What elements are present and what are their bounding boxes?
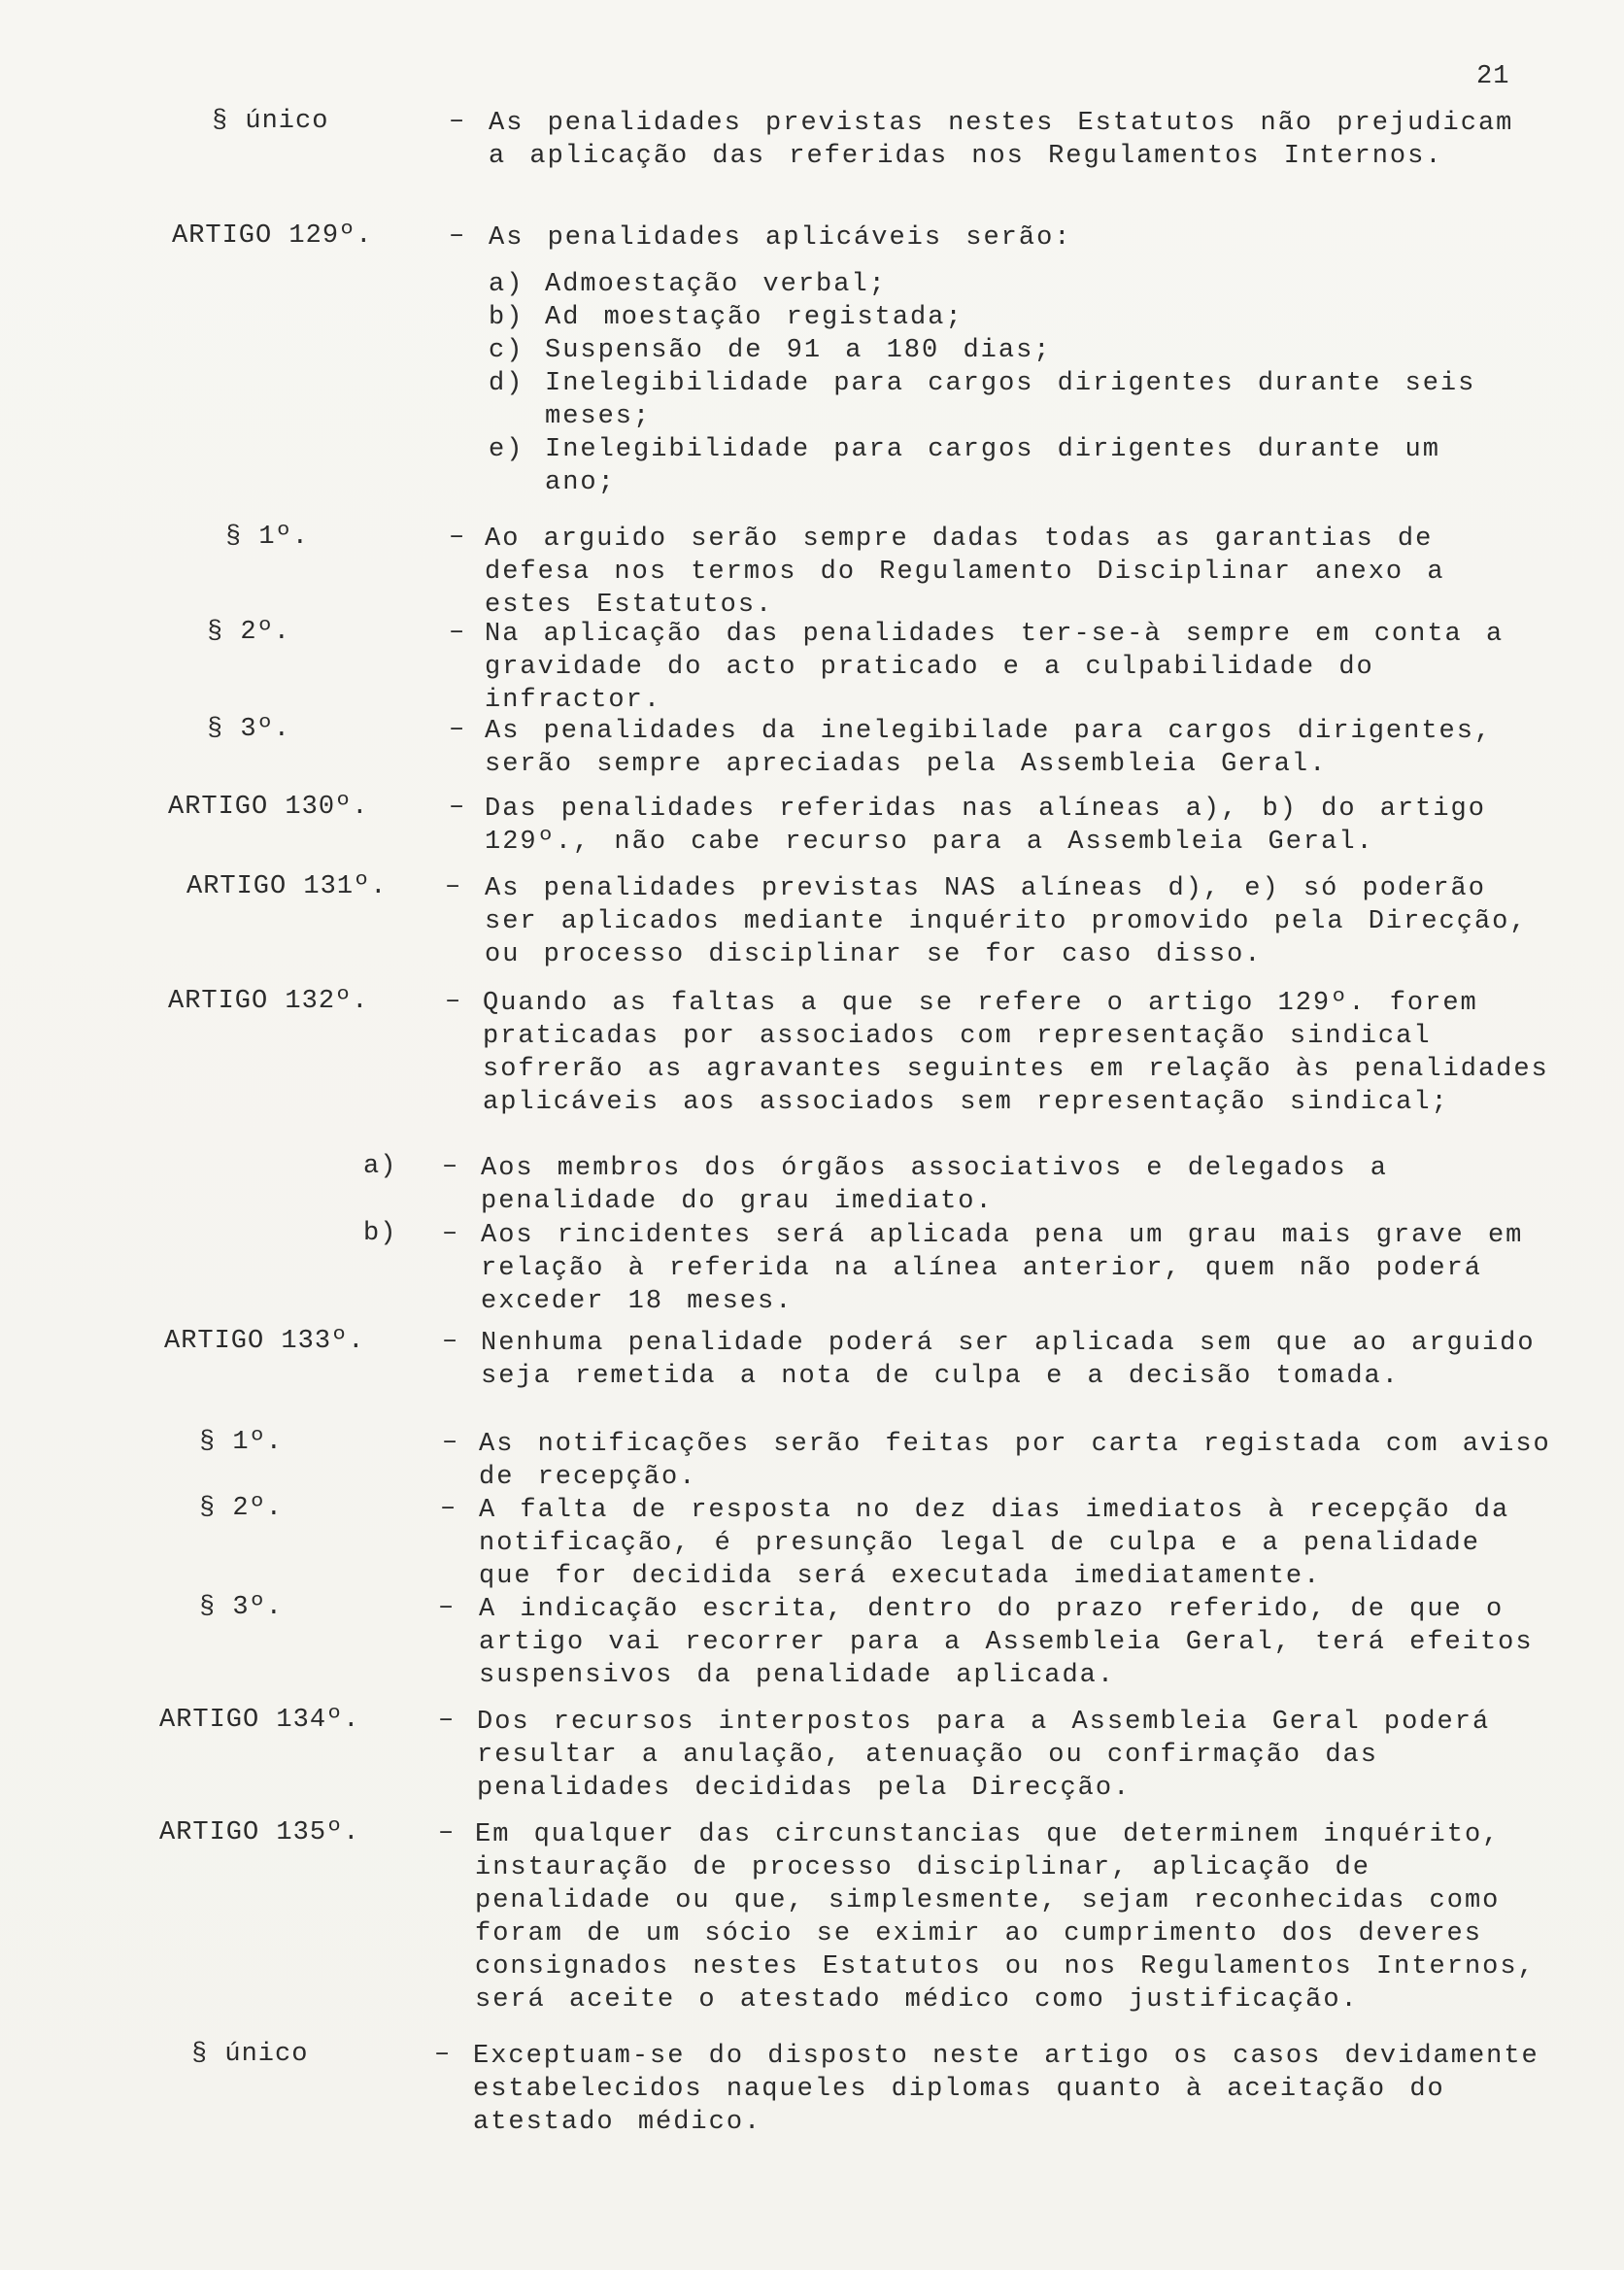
list-item-marker: e)	[489, 435, 524, 464]
clause-dash: –	[449, 715, 465, 744]
list-item-text: Inelegibilidade para cargos dirigentes durante seis meses;	[545, 369, 1476, 431]
list-item-text: Inelegibilidade para cargos dirigentes durante um ano;	[545, 435, 1440, 497]
clause-text: Nenhuma penalidade poderá ser aplicada sem que ao arguido seja remetida a nota de culpa e a decisão tomada.	[481, 1329, 1536, 1391]
clause-text: Em qualquer das circunstancias que determinem inquérito, instauração de processo disciplinar, aplicação de penalidade ou que, simplesmente, sejam reconhecidas como foram de um sócio se eximir ao cumprimento dos deveres consignados nestes Estatutos ou nos Regulamentos Internos, será aceite o atestado médico como justificação.	[475, 1820, 1536, 2015]
clause-text: Das penalidades referidas nas alíneas a), b) do artigo 129º., não cabe recurso para a Assembleia Geral.	[485, 795, 1486, 857]
list-item	[489, 301, 1499, 334]
clause-text: As penalidades da inelegibilade para cargos dirigentes, serão sempre apreciadas pela Assembleia Geral.	[485, 717, 1493, 779]
list-item-marker: c)	[489, 336, 524, 365]
clause-label: ARTIGO 132º.	[168, 987, 369, 1016]
clause-text: Aos membros dos órgãos associativos e delegados a penalidade do grau imediato.	[481, 1154, 1388, 1216]
clause-dash: –	[449, 221, 465, 251]
clause-dash: –	[449, 793, 465, 822]
clause-text: A indicação escrita, dentro do prazo referido, de que o artigo vai recorrer para a Assembleia Geral, terá efeitos suspensivos da penalidade aplicada.	[479, 1595, 1534, 1690]
clause-dash: –	[445, 872, 461, 901]
list-item-text: Ad moestação registada;	[545, 303, 964, 332]
clause-dash: –	[442, 1152, 458, 1181]
clause-dash: –	[440, 1494, 457, 1523]
clause-text: A falta de resposta no dez dias imediatos à recepção da notificação, é presunção legal de culpa e a penalidade que for decidida será executada imediatamente.	[479, 1496, 1510, 1591]
clause-text: Aos rincidentes será aplicada pena um grau mais grave em relação à referida na alínea anterior, quem não poderá exceder 18 meses.	[481, 1221, 1524, 1316]
clause-label: b)	[363, 1219, 397, 1248]
clause-dash: –	[442, 1327, 458, 1356]
clause-dash: –	[438, 1593, 455, 1622]
clause-label: § 3º.	[207, 715, 291, 744]
clause-label: § único	[191, 2040, 309, 2069]
clause-label: a)	[363, 1152, 397, 1181]
clause-label: ARTIGO 133º.	[164, 1327, 365, 1356]
clause-label: ARTIGO 131º.	[186, 872, 388, 901]
clause-dash: –	[434, 2040, 451, 2069]
list-item	[489, 367, 1499, 433]
clause-dash: –	[442, 1428, 458, 1457]
clause-text: As penalidades aplicáveis serão:	[489, 223, 1072, 253]
clause-text: Dos recursos interpostos para a Assembleia Geral poderá resultar a anulação, atenuação ou confirmação das penalidades decididas pela Direcção.	[477, 1708, 1491, 1803]
clause-dash: –	[449, 523, 465, 552]
list-item-marker: a)	[489, 270, 524, 299]
clause-dash: –	[445, 987, 461, 1016]
list-item-text: Admoestação verbal;	[545, 270, 887, 299]
clause-dash: –	[438, 1706, 455, 1735]
list-item-marker: b)	[489, 303, 524, 332]
clause-dash: –	[442, 1219, 458, 1248]
clause-text: As penalidades previstas nestes Estatutos não prejudicam a aplicação das referidas nos Regulamentos Internos.	[489, 109, 1514, 171]
list-item	[489, 433, 1499, 499]
clause-dash: –	[449, 107, 465, 136]
clause-text: Na aplicação das penalidades ter-se-à sempre em conta a gravidade do acto praticado e a culpabilidade do infractor.	[485, 620, 1505, 715]
clause-text: Exceptuam-se do disposto neste artigo os casos devidamente estabelecidos naqueles diplomas quanto à aceitação do atestado médico.	[473, 2042, 1539, 2137]
clause-text: Ao arguido serão sempre dadas todas as garantias de defesa nos termos do Regulamento Disciplinar anexo a estes Estatutos.	[485, 525, 1445, 620]
list-item	[489, 334, 1499, 367]
clause-text: Quando as faltas a que se refere o artigo 129º. forem praticadas por associados com representação sindical sofrerão as agravantes seguintes em relação às penalidades aplicáveis aos associados sem representação sindical;	[483, 989, 1549, 1117]
clause-label: ARTIGO 134º.	[159, 1706, 360, 1735]
list-item	[489, 268, 1499, 301]
clause-label: § 1º.	[199, 1428, 284, 1457]
clause-label: ARTIGO 130º.	[168, 793, 369, 822]
clause-label: ARTIGO 129º.	[172, 221, 373, 251]
list-item-text: Suspensão de 91 a 180 dias;	[545, 336, 1052, 365]
artigo-129-list	[489, 268, 1499, 499]
clause-label: § 3º.	[199, 1593, 284, 1622]
clause-dash: –	[449, 618, 465, 647]
page-number: 21	[1476, 62, 1510, 91]
clause-text: As notificações serão feitas por carta registada com aviso de recepção.	[479, 1430, 1551, 1492]
clause-dash: –	[438, 1818, 455, 1847]
clause-label: § 2º.	[207, 618, 291, 647]
clause-label: § 1º.	[225, 523, 310, 552]
clause-label: ARTIGO 135º.	[159, 1818, 360, 1847]
clause-label: § único	[212, 107, 329, 136]
clause-text: As penalidades previstas NAS alíneas d), e) só poderão ser aplicados mediante inquérito promovido pela Direcção, ou processo disciplinar se for caso disso.	[485, 874, 1528, 969]
clause-label: § 2º.	[199, 1494, 284, 1523]
list-item-marker: d)	[489, 369, 524, 398]
